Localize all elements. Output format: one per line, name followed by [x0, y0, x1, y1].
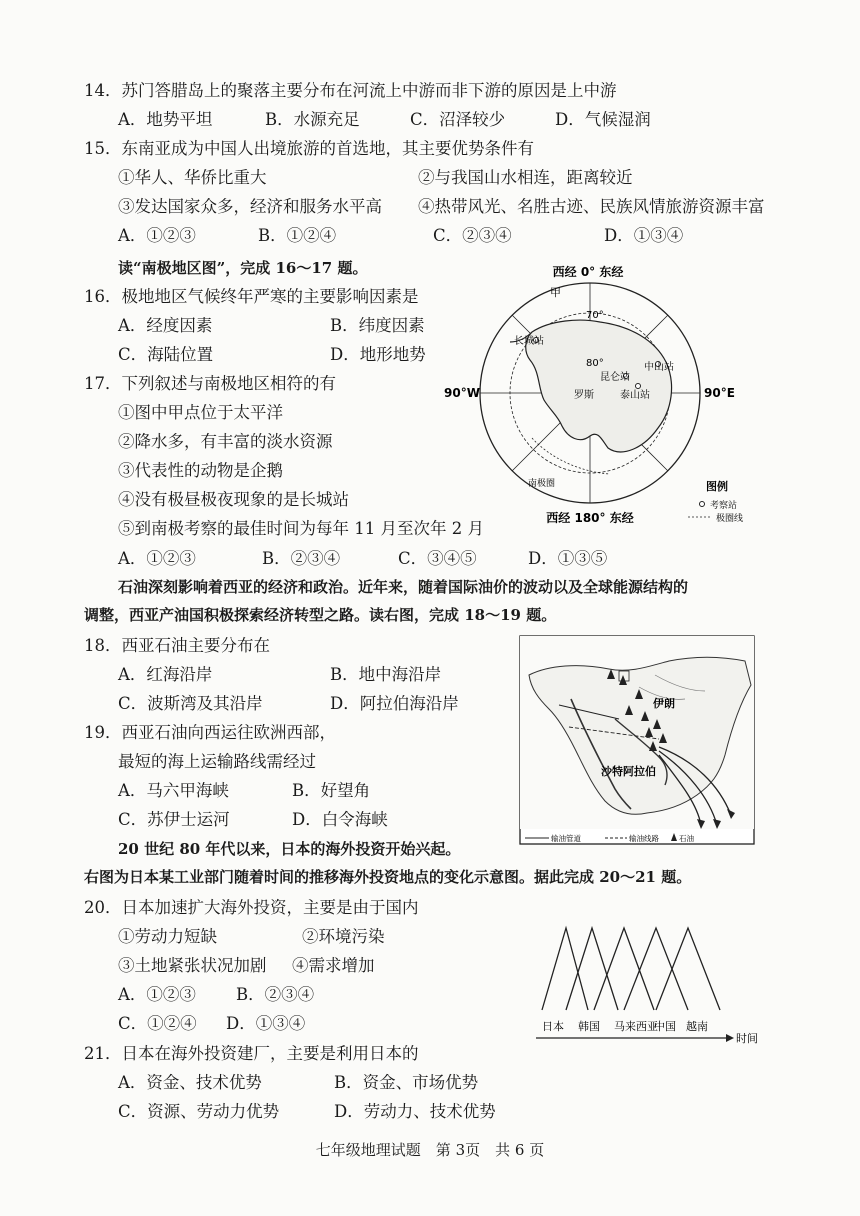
- map-legend-pipeline: 输油管道: [551, 834, 581, 843]
- map-label-right: 90°E: [704, 386, 735, 400]
- curve-japan: [542, 928, 588, 1010]
- question-19-stem-line2: 最短的海上运输路线需经过: [118, 752, 316, 771]
- question-17-stem: 17．下列叙述与南极地区相符的有: [84, 374, 336, 393]
- q20-option-b: B．②③④: [236, 985, 315, 1004]
- q16-option-c: C．海陆位置: [118, 345, 214, 364]
- question-20-stem: 20．日本加速扩大海外投资，主要是由于国内: [84, 898, 419, 917]
- q17-item-4: ④没有极昼极夜现象的是长城站: [118, 490, 349, 509]
- q17-item-1: ①图中甲点位于太平洋: [118, 403, 283, 422]
- question-21-stem: 21．日本在海外投资建厂，主要是利用日本的: [84, 1044, 419, 1063]
- q20-item-4: ④需求增加: [292, 956, 375, 975]
- q17-item-5: ⑤到南极考察的最佳时间为每年 11 月至次年 2 月: [118, 519, 484, 538]
- antarctic-map: [440, 260, 760, 530]
- diagram-label-korea: 韩国: [578, 1020, 600, 1033]
- map-label-kunlun: 昆仑站: [600, 372, 630, 383]
- legend-station-icon: [700, 502, 705, 507]
- q18-option-c: C．波斯湾及其沿岸: [118, 694, 263, 713]
- q19-option-b: B．好望角: [292, 781, 371, 800]
- q19-option-a: A．马六甲海峡: [118, 781, 229, 800]
- q15-item-1: ①华人、华侨比重大: [118, 168, 267, 187]
- q17-item-2: ②降水多，有丰富的淡水资源: [118, 432, 333, 451]
- map-label-changcheng: 长城站: [514, 336, 544, 347]
- investment-diagram: [530, 918, 760, 1050]
- map-legend-station: 考察站: [710, 501, 738, 511]
- q17-item-3: ③代表性的动物是企鹅: [118, 461, 283, 480]
- map-label-left: 90°W: [444, 386, 480, 400]
- q16-option-d: D．地形地势: [330, 345, 426, 364]
- q17-option-c: C．③④⑤: [398, 549, 477, 568]
- q17-option-a: A．①②③: [118, 549, 196, 568]
- q21-option-b: B．资金、市场优势: [334, 1073, 479, 1092]
- intro-18-19-line2: 调整，西亚产油国积极探索经济转型之路。读右图，完成 18～19 题。: [84, 606, 557, 624]
- q15-option-b: B．①②④: [258, 226, 337, 245]
- q14-option-d: D．气候湿润: [555, 110, 651, 129]
- q21-option-d: D．劳动力、技术优势: [334, 1102, 496, 1121]
- map-label-lat80: 80°: [586, 358, 604, 369]
- map-label-iran: 伊朗: [653, 697, 675, 710]
- map-legend-circle: 极圈线: [716, 514, 744, 524]
- q18-option-d: D．阿拉伯海沿岸: [330, 694, 459, 713]
- q20-option-a: A．①②③: [118, 985, 196, 1004]
- page-footer: 七年级地理试题 第 3页 共 6 页: [315, 1141, 545, 1159]
- q20-item-2: ②环境污染: [302, 927, 385, 946]
- map-label-ross: 罗斯: [574, 390, 594, 401]
- intro-16-17: 读“南极地区图”，完成 16～17 题。: [118, 259, 368, 277]
- curve-vietnam: [656, 928, 720, 1010]
- q14-option-b: B．水源充足: [265, 110, 360, 129]
- question-14-stem: 14．苏门答腊岛上的聚落主要分布在河流上中游而非下游的原因是上中游: [84, 81, 617, 100]
- west-asia-map: [519, 635, 755, 845]
- q20-option-d: D．①③④: [226, 1014, 306, 1033]
- q15-item-3: ③发达国家众多，经济和服务水平高: [118, 197, 382, 216]
- diagram-label-vietnam: 越南: [686, 1020, 708, 1033]
- map-label-saudi: 沙特阿拉伯: [601, 765, 656, 778]
- q15-option-c: C．②③④: [433, 226, 512, 245]
- question-19-stem-line1: 19．西亚石油向西运往欧洲西部，: [84, 723, 336, 742]
- q21-option-a: A．资金、技术优势: [118, 1073, 262, 1092]
- map-legend-route: 输油线路: [629, 834, 659, 843]
- map-label-bottom: 西经 180° 东经: [546, 511, 634, 525]
- q19-option-c: C．苏伊士运河: [118, 810, 230, 829]
- q18-option-a: A．红海沿岸: [118, 665, 213, 684]
- map-label-nanji: 南极圈: [528, 479, 556, 489]
- q19-option-d: D．白令海峡: [292, 810, 388, 829]
- map-label-lat70: 70°: [586, 310, 604, 321]
- curve-malaysia: [594, 928, 654, 1010]
- q16-option-b: B．纬度因素: [330, 316, 425, 335]
- intro-20-21-line2: 右图为日本某工业部门随着时间的推移海外投资地点的变化示意图。据此完成 20～21 题。: [84, 868, 692, 886]
- q15-option-d: D．①③④: [604, 226, 684, 245]
- map-legend-oil: 石油: [679, 834, 694, 843]
- diagram-label-time: 时间: [736, 1032, 758, 1045]
- q18-option-b: B．地中海沿岸: [330, 665, 442, 684]
- q15-item-4: ④热带风光、名胜古迹、民族风情旅游资源丰富: [418, 197, 765, 216]
- map-label-jia: 甲: [550, 286, 561, 299]
- q14-option-c: C．沼泽较少: [410, 110, 506, 129]
- intro-18-19-line1: 石油深刻影响着西亚的经济和政治。近年来，随着国际油价的波动以及全球能源结构的: [118, 578, 689, 596]
- q17-option-d: D．①③⑤: [528, 549, 608, 568]
- map-legend-title: 图例: [706, 480, 728, 493]
- q20-item-3: ③土地紧张状况加剧: [118, 956, 267, 975]
- q20-item-1: ①劳动力短缺: [118, 927, 217, 946]
- curve-korea: [566, 928, 618, 1010]
- q15-option-a: A．①②③: [118, 226, 196, 245]
- q14-option-a: A．地势平坦: [118, 110, 213, 129]
- intro-20-21-line1: 20 世纪 80 年代以来，日本的海外投资开始兴起。: [118, 840, 461, 858]
- time-arrow-icon: [726, 1034, 734, 1042]
- map-label-zhongshan: 中山站: [644, 362, 674, 373]
- diagram-label-china: 中国: [654, 1020, 676, 1033]
- q20-option-c: C．①②④: [118, 1014, 197, 1033]
- diagram-label-malaysia: 马来西亚: [614, 1020, 658, 1033]
- question-15-stem: 15．东南亚成为中国人出境旅游的首选地，其主要优势条件有: [84, 139, 534, 158]
- question-18-stem: 18．西亚石油主要分布在: [84, 636, 270, 655]
- curve-china: [624, 928, 688, 1010]
- diagram-label-japan: 日本: [542, 1020, 564, 1033]
- map-label-taishan: 泰山站: [620, 390, 650, 401]
- q21-option-c: C．资源、劳动力优势: [118, 1102, 280, 1121]
- question-16-stem: 16．极地地区气候终年严寒的主要影响因素是: [84, 287, 419, 306]
- q16-option-a: A．经度因素: [118, 316, 213, 335]
- map-label-top: 西经 0° 东经: [552, 265, 624, 279]
- q15-item-2: ②与我国山水相连，距离较近: [418, 168, 633, 187]
- q17-option-b: B．②③④: [262, 549, 341, 568]
